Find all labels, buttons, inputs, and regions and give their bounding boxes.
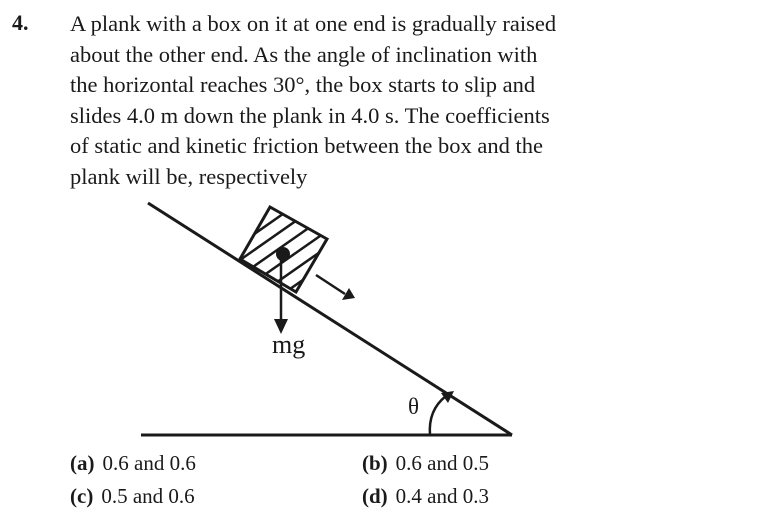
option-c[interactable] xyxy=(70,484,195,509)
question-line: plank will be, respectively xyxy=(70,163,308,189)
option-b[interactable] xyxy=(362,451,489,476)
option-d-text: 0.4 and 0.3 xyxy=(395,484,489,508)
option-c-label: (c) xyxy=(70,484,94,508)
option-a[interactable] xyxy=(70,451,196,476)
option-d[interactable] xyxy=(362,484,489,509)
angle-arc xyxy=(430,396,446,435)
option-a-text: 0.6 and 0.6 xyxy=(102,451,196,475)
motion-arrow-shaft xyxy=(316,275,345,294)
option-b-label: (b) xyxy=(362,451,388,475)
question-line: A plank with a box on it at one end is gradually raised xyxy=(70,11,557,36)
option-c-text: 0.5 and 0.6 xyxy=(101,484,195,508)
plank-line xyxy=(148,203,512,435)
question-line: about the other end. As the angle of inclination with xyxy=(70,41,538,67)
option-a-label: (a) xyxy=(70,451,95,475)
question-line: of static and kinetic friction between the box and the xyxy=(70,133,543,158)
option-b-text: 0.6 and 0.5 xyxy=(395,451,489,475)
box-center-dot xyxy=(276,247,290,261)
question-number: 4. xyxy=(12,10,29,35)
theta-label: θ xyxy=(408,394,420,419)
mg-label: mg xyxy=(272,330,306,359)
question-line: the horizontal reaches 30°, the box starts to slip and xyxy=(70,72,536,97)
option-d-label: (d) xyxy=(362,484,388,508)
question-line: slides 4.0 m down the plank in 4.0 s. The coefficients xyxy=(70,102,550,128)
